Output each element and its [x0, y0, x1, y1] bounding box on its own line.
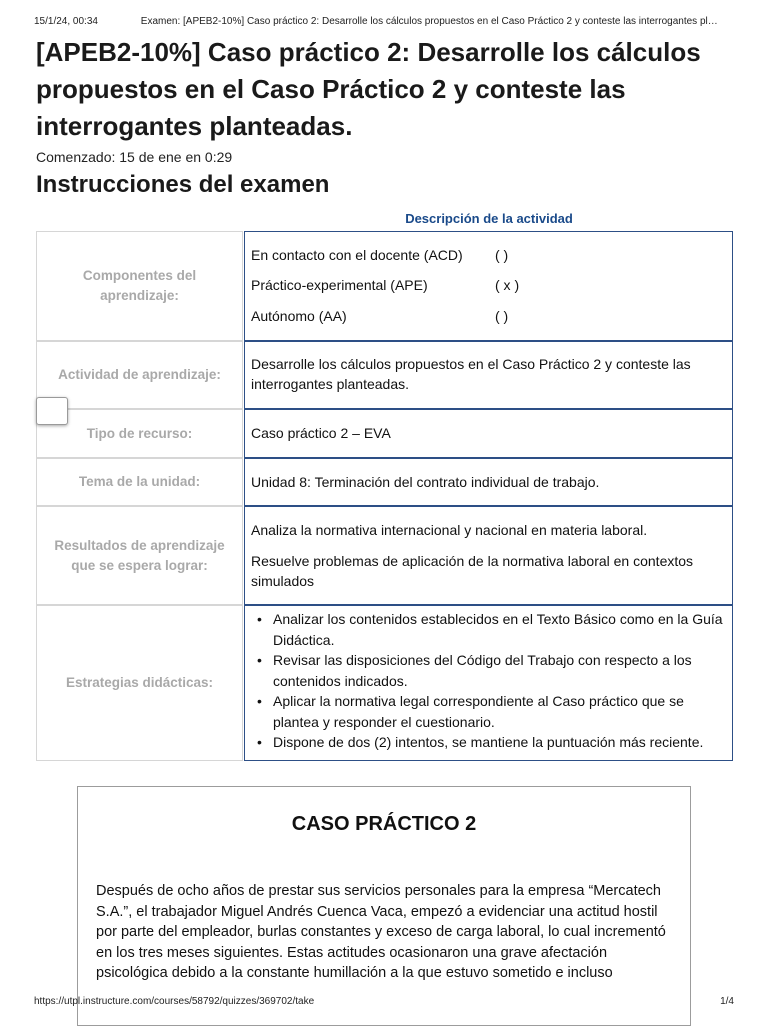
row-value: [244, 506, 733, 605]
list-item: • Aplicar la normativa legal correspondiente al Caso práctico que se plantea y responder el cuestionario.: [255, 691, 725, 732]
list-item: • Analizar los contenidos establecidos en el Texto Básico como en la Guía Didáctica.: [255, 609, 725, 650]
outcome-item: Analiza la normativa internacional y nacional en materia laboral.: [251, 522, 648, 538]
print-date: 15/1/24, 00:34: [34, 16, 98, 27]
row-label: Estrategias didácticas:: [36, 605, 243, 761]
table-row-resource-type: [36, 409, 733, 458]
mode-acd-label: En contacto con el docente (ACD): [251, 247, 463, 263]
row-label: Actividad de aprendizaje:: [36, 341, 243, 409]
page-url[interactable]: https://utpl.instructure.com/courses/58792/quizzes/369702/take: [34, 996, 315, 1007]
table-row-learning-outcomes: [36, 506, 733, 605]
row-value: [244, 409, 733, 458]
checkbox-overlay[interactable]: [36, 397, 68, 425]
print-page-title: Examen: [APEB2-10%] Caso práctico 2: Desarrolle los cálculos propuestos en el Caso Práctico 2 y conteste las interrogantes pl…: [140, 16, 718, 27]
row-label: Componentes del aprendizaje:: [36, 231, 243, 341]
print-header: [34, 16, 734, 27]
row-value: [244, 605, 733, 761]
case-study-panel: [77, 786, 691, 1026]
mode-aa-mark: ( ): [495, 308, 509, 324]
row-label: Resultados de aprendizaje que se espera lograr:: [36, 506, 243, 605]
print-footer: [34, 996, 734, 1007]
resource-type-text: Caso práctico 2 – EVA: [251, 425, 391, 441]
page-number: 1/4: [720, 996, 734, 1007]
mode-aa-label: Autónomo (AA): [251, 308, 347, 324]
table-row-activity: [36, 341, 733, 409]
mode-ape-mark: ( x ): [495, 277, 520, 293]
strategies-list: [255, 609, 725, 753]
quiz-title: [APEB2-10%] Caso práctico 2: Desarrolle los cálculos propuestos en el Caso Práctico 2 y conteste las interrogantes planteadas.: [36, 37, 701, 141]
list-item: • Revisar las disposiciones del Código del Trabajo con respecto a los contenidos indicados.: [255, 650, 725, 691]
case-text: Después de ocho años de prestar sus servicios personales para la empresa “Mercatech S.A.”, el trabajador Miguel Andrés Cuenca Vaca, empezó a evidenciar una actitud hostil por parte del empleador, burlas constantes y exceso de carga laboral, lo cual incrementó en los tres meses siguientes. Estas actitudes ocasionaron una grave afectación psicológica debido a la constante humillación a la que estuvo sometido e incluso: [96, 883, 666, 981]
list-item: • Dispone de dos (2) intentos, se mantiene la puntuación más reciente.: [255, 732, 725, 753]
table-row-strategies: [36, 605, 733, 761]
unit-topic-text: Unidad 8: Terminación del contrato individual de trabajo.: [251, 474, 600, 490]
row-label: Tipo de recurso:: [36, 409, 243, 458]
activity-description-header: Descripción de la actividad: [405, 211, 573, 226]
case-title: CASO PRÁCTICO 2: [291, 813, 477, 835]
mode-ape-label: Práctico-experimental (APE): [251, 277, 428, 293]
instructions-heading: Instrucciones del examen: [36, 171, 330, 198]
row-label: Tema de la unidad:: [36, 458, 243, 506]
mode-acd-mark: ( ): [495, 247, 509, 263]
started-timestamp: Comenzado: 15 de ene en 0:29: [36, 149, 233, 165]
table-row-components: [36, 231, 733, 341]
outcome-item: Resuelve problemas de aplicación de la normativa laboral en contextos simulados: [251, 553, 694, 589]
row-value: [244, 231, 733, 341]
row-value: [244, 458, 733, 506]
activity-text: Desarrolle los cálculos propuestos en el Caso Práctico 2 y conteste las interrogantes planteadas.: [251, 356, 691, 392]
table-row-unit-topic: [36, 458, 733, 506]
row-value: [244, 341, 733, 409]
